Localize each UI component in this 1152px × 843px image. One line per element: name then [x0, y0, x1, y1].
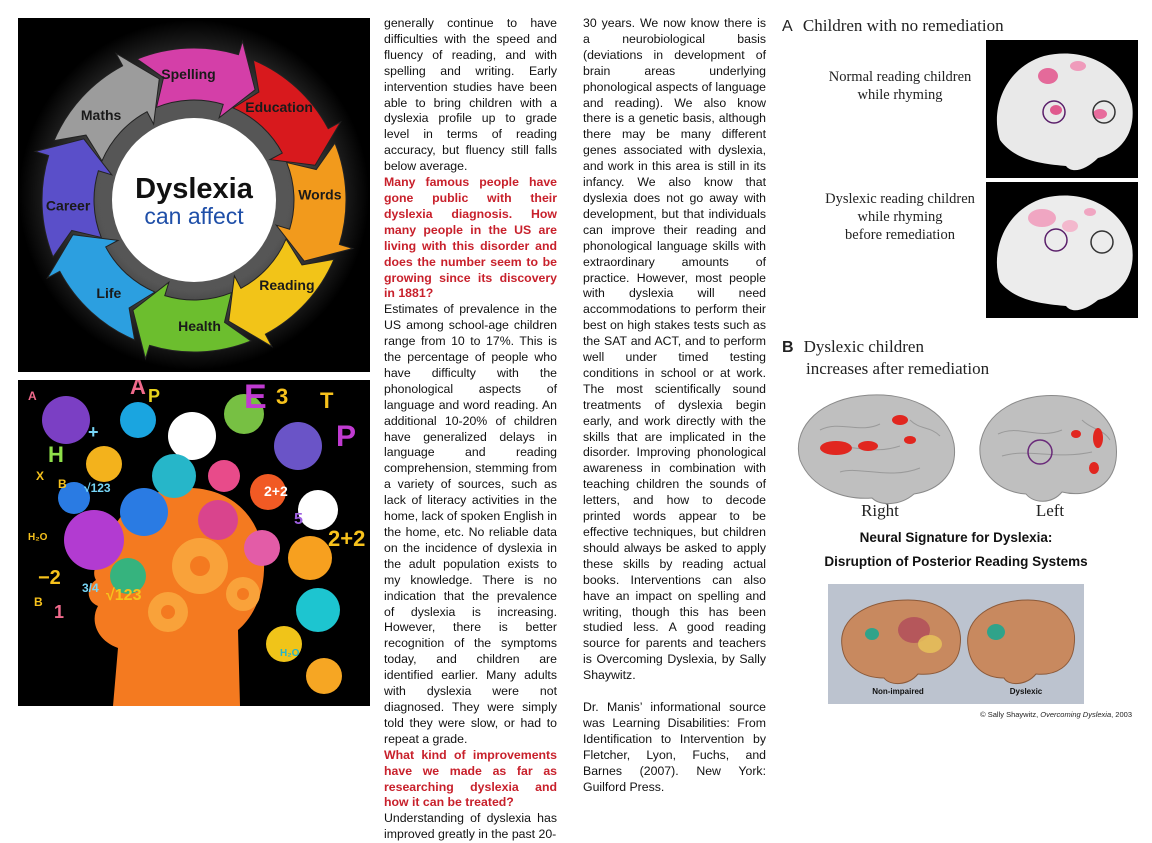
math-glyph: 3	[276, 384, 289, 409]
brain-scan-left-hemisphere	[972, 390, 1122, 508]
cycle-arrow-label: Words	[298, 186, 342, 203]
math-glyph: B	[34, 595, 43, 609]
icon-bubble	[274, 422, 322, 470]
panel-title: Dyslexic children	[803, 337, 924, 356]
panel-title: Children with no remediation	[802, 16, 1004, 35]
math-glyph: √123	[84, 481, 111, 495]
head-graphic	[18, 380, 370, 706]
credit-book-title: Overcoming Dyslexia	[1040, 710, 1112, 719]
interview-question: What kind of improvements have we made as far as researching dyslexia and how it can be treated?	[384, 747, 557, 810]
label-line: while rhyming	[857, 87, 943, 103]
brain-scan-right-hemisphere	[790, 390, 960, 508]
article-column-middle	[384, 16, 557, 843]
math-glyph: A	[130, 380, 146, 399]
icon-bubble	[64, 510, 124, 570]
math-glyph: H₂O	[280, 648, 300, 659]
icon-bubble	[208, 460, 240, 492]
credit-text: © Sally Shaywitz,	[980, 710, 1041, 719]
paragraph: Estimates of prevalence in the US among school-age children range from 10 to 17%. This is the percentage of people who have difficulty with the phonological aspects of language and word reading. An additional 10-20% of children have generalized delays in language and reading comprehension, stemming from a variety of sources, such as lack of literacy activities in the home, lack of spoken English in the home, etc. No reliable data on the incidence of dyslexia in the adult population exists to my knowledge. There is no indication that the prevalence of dyslexia is increasing. However, there is better recognition of the symptoms today, and children are identified earlier. Many adults with dyslexia were not diagnosed. They were simply told they were slow, or had to repeat a grade.	[384, 302, 557, 746]
math-glyph: B	[58, 477, 67, 491]
left-label: Left	[1035, 501, 1065, 520]
credit-year: , 2003	[1111, 710, 1132, 719]
math-glyph: H	[48, 442, 64, 467]
dyslexic-label: Dyslexic	[1009, 687, 1043, 696]
icon-bubble	[168, 412, 216, 460]
interview-question: Many famous people have gone public with their dyslexia diagnosis. How many people in the US are living with this disorder and does the number seem to be growing since its discovery in 1881?	[384, 175, 557, 301]
cycle-graphic	[18, 18, 370, 372]
label-line: Dyslexic reading children	[825, 191, 975, 207]
math-glyph: −2	[38, 567, 61, 589]
paragraph: Understanding of dyslexia has improved greatly in the past 20-	[384, 811, 557, 842]
math-glyph: 3/4	[82, 581, 99, 595]
math-glyph: 2+2	[328, 526, 366, 551]
label-line: Normal reading children	[828, 69, 972, 85]
brain-scan-dyslexic	[986, 182, 1138, 318]
non-impaired-label: Non-impaired	[872, 687, 924, 696]
image-credit	[946, 710, 1132, 719]
cycle-subtitle: can affect	[144, 203, 244, 229]
math-glyph: T	[320, 388, 334, 413]
icon-bubble	[198, 500, 238, 540]
math-glyph: H₂O	[28, 532, 48, 543]
brain-scan-normal	[986, 40, 1138, 178]
paragraph: generally continue to have difficulties with the speed and fluency of reading, and with spelling and writing. Early intervention studies have been able to bring children with a dyslexia profile up to grade level in terms of reading accuracy, but fluency still falls below average.	[384, 16, 557, 174]
panel-letter: A	[782, 18, 793, 35]
math-glyph: A	[28, 389, 37, 403]
article-column-right	[583, 16, 766, 796]
cycle-arrow-label: Education	[245, 99, 313, 116]
math-glyph: 1	[54, 602, 65, 622]
cycle-arrow-label: Spelling	[161, 66, 216, 83]
cycle-arrow-label: Life	[96, 284, 122, 301]
math-glyph: E	[244, 380, 267, 416]
icon-bubble	[120, 488, 168, 536]
math-glyph: +	[88, 422, 99, 442]
label-line: while rhyming	[857, 209, 943, 225]
math-glyph: X	[36, 469, 45, 483]
math-glyph: P	[336, 420, 357, 453]
icon-bubble	[120, 402, 156, 438]
head-learning-illustration	[18, 380, 370, 706]
dyslexic-readers-label	[800, 190, 1000, 244]
cycle-arrow-label: Career	[45, 197, 91, 214]
icon-bubble	[86, 446, 122, 482]
neural-signature-title: Neural Signature for Dyslexia:	[859, 530, 1053, 545]
math-glyph: P	[148, 386, 161, 406]
icon-bubble	[244, 530, 280, 566]
panel-a-heading	[782, 16, 1004, 36]
math-glyph: 5	[294, 511, 303, 528]
normal-readers-label	[800, 68, 1000, 104]
panel-letter: B	[782, 339, 794, 356]
cycle-arrow-label: Reading	[259, 277, 315, 294]
paragraph: 30 years. We now know there is a neurobiological basis (deviations in development of brain areas underlying phonological aspects of language and reading). We also know there is a genetic basis, although there may be many different genes associated with dyslexia, and work in this area is still in its infancy. We also know that dyslexia does not go away with development, but that individuals can improve their reading and phonological language skills with extraordinary amounts of practice. However, most people with dyslexia will need accommodations to perform their best on high stakes tests such as the SAT and ACT, and to perform well under timed testing conditions in school or at work. The most scientifically sound treatments of dyslexia begin early, and work directly with the skills that are implicated in the disorder. Improving phonological awareness in combination with teaching children the sounds of letters, and how to decode printed words appear to be effective techniques, but children should always be asked to apply these skills by reading actual books. Interventions can also have an impact on spelling and writing, though this has been studied less. A good reading source for parents and teachers is Overcoming Dyslexia, by Sally Shaywitz.	[583, 16, 766, 683]
paragraph: Dr. Manis’ informational source was Learning Disabilities: From Identification to Intervention by Fletcher, Lyon, Fuchs, and Barnes (2007). New York: Guilford Press.	[583, 700, 766, 794]
dyslexia-cycle-illustration	[18, 18, 370, 372]
icon-bubble	[152, 454, 196, 498]
panel-title: increases after remediation	[806, 359, 990, 378]
icon-bubble	[296, 588, 340, 632]
cycle-arrow-label: Maths	[80, 106, 122, 123]
cycle-arrow-label: Health	[178, 317, 221, 334]
neural-signature-subtitle: Disruption of Posterior Reading Systems	[824, 554, 1088, 569]
icon-bubble	[298, 490, 338, 530]
math-glyph: √123	[106, 587, 142, 604]
cycle-title: Dyslexia	[135, 173, 253, 205]
math-glyph: 2+2	[264, 483, 288, 499]
brain-comparison-graphic	[828, 584, 1084, 704]
brain-imaging-figure	[776, 10, 1146, 720]
icon-bubble	[306, 658, 342, 694]
brain-comparison-picture	[828, 584, 1084, 704]
label-line: before remediation	[845, 227, 955, 243]
right-label: Right	[861, 501, 899, 520]
icon-bubble	[42, 396, 90, 444]
icon-bubble	[288, 536, 332, 580]
panel-b-heading	[782, 336, 989, 379]
